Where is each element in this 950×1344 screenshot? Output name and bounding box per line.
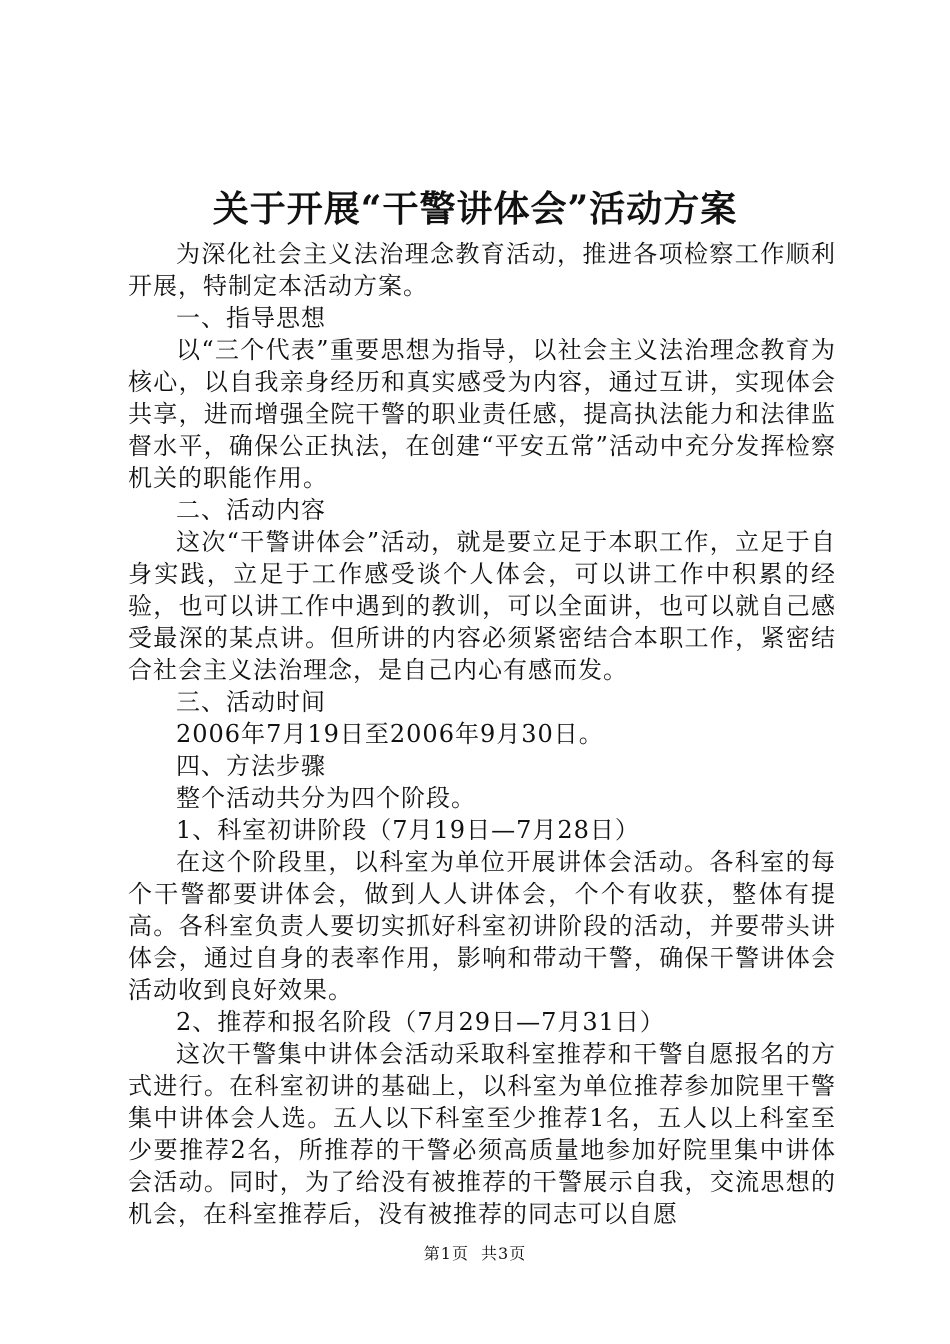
paragraph-stage-2: 这次干警集中讲体会活动采取科室推荐和干警自愿报名的方式进行。在科室初讲的基础上，以科室为单位推荐参加院里干警集中讲体会人选。五人以下科室至少推荐1名，五人以上科室至少要推荐2名，所推荐的干警必须高质量地参加好院里集中讲体会活动。同时，为了给没有被推荐的干警展示自我，交流思想的机会，在科室推荐后，没有被推荐的同志可以自愿 <box>128 1040 836 1228</box>
paragraph-stage-1: 在这个阶段里，以科室为单位开展讲体会活动。各科室的每个干警都要讲体会，做到人人讲体会，个个有收获，整体有提高。各科室负责人要切实抓好科室初讲阶段的活动，并要带头讲体会，通过自身的表率作用，影响和带动干警，确保干警讲体会活动收到良好效果。 <box>128 848 836 1004</box>
heading-guiding-ideology: 一、指导思想 <box>176 304 326 332</box>
paragraph-activity-time: 2006年7月19日至2006年9月30日。 <box>176 720 604 748</box>
heading-method-steps: 四、方法步骤 <box>176 752 326 780</box>
paragraph-four-stages: 整个活动共分为四个阶段。 <box>176 784 476 812</box>
document-title: 关于开展“干警讲体会”活动方案 <box>212 188 738 230</box>
heading-activity-content: 二、活动内容 <box>176 496 326 524</box>
document-body <box>128 238 836 1230</box>
paragraph-activity-content: 这次“干警讲体会”活动，就是要立足于本职工作，立足于自身实践，立足于工作感受谈个人体会，可以讲工作中积累的经验，也可以讲工作中遇到的教训，可以全面讲，也可以就自己感受最深的某点讲。但所讲的内容必须紧密结合本职工作，紧密结合社会主义法治理念，是自己内心有感而发。 <box>128 528 836 684</box>
paragraph-guiding-ideology: 以“三个代表”重要思想为指导，以社会主义法治理念教育为核心，以自我亲身经历和真实感受为内容，通过互讲，实现体会共享，进而增强全院干警的职业责任感，提高执法能力和法律监督水平，确保公正执法，在创建“平安五常”活动中充分发挥检察机关的职能作用。 <box>128 336 836 492</box>
page-footer <box>0 1243 950 1265</box>
heading-activity-time: 三、活动时间 <box>176 688 326 716</box>
subheading-stage-2: 2、推荐和报名阶段（7月29日—7月31日） <box>176 1008 665 1036</box>
page-number: 第1页 <box>423 1244 469 1263</box>
subheading-stage-1: 1、科室初讲阶段（7月19日—7月28日） <box>176 816 640 844</box>
page-total: 共3页 <box>481 1244 527 1263</box>
paragraph-intro: 为深化社会主义法治理念教育活动，推进各项检察工作顺利开展，特制定本活动方案。 <box>128 240 836 300</box>
